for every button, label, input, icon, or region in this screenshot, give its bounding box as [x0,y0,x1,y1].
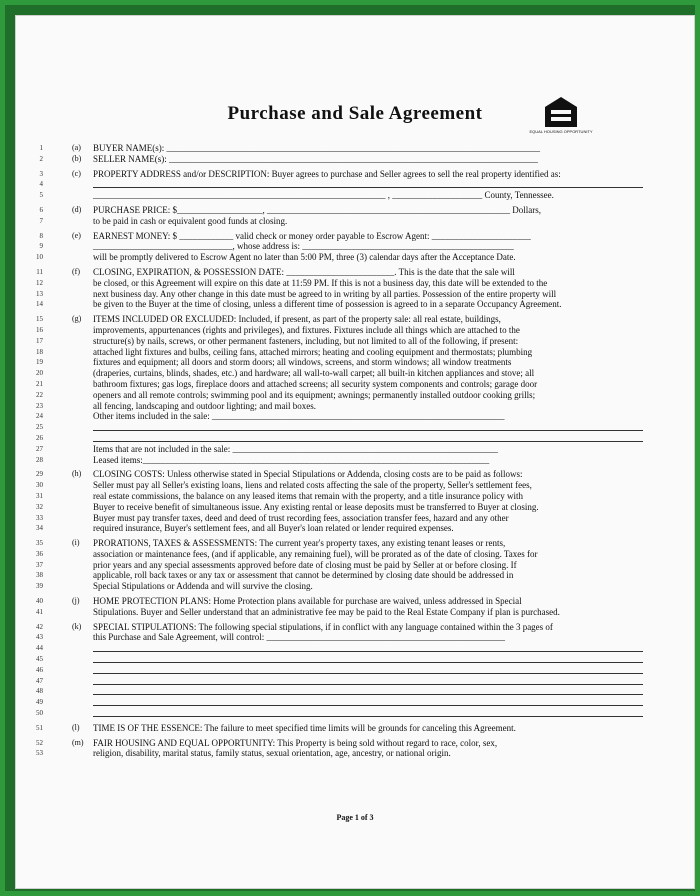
blank-fill-line[interactable] [93,422,643,431]
agreement-line [15,502,695,513]
line-text: next business day. Any other change in this date must be agreed to in writing by all parties. Possession of the entire property will [93,288,557,299]
section-label: (a) [72,143,81,152]
agreement-line [15,368,695,379]
agreement-line [15,643,695,654]
agreement-line [15,357,695,368]
section-label: (h) [72,469,82,479]
agreement-line [15,596,695,607]
line-number: 18 [36,347,43,356]
line-number: 17 [36,336,43,345]
blank-fill-line[interactable] [93,697,643,706]
section-label: (i) [72,538,80,548]
line-number: 10 [36,253,43,262]
agreement-line [15,480,695,491]
agreement-line [15,325,695,336]
line-number: 2 [39,154,43,163]
agreement-line [15,278,695,289]
line-text: Seller must pay all Seller's existing loans, liens and related costs affecting the sale of the property, Seller's settlement fees, [93,480,532,491]
agreement-line [15,654,695,665]
blank-fill-line[interactable] [93,708,643,717]
agreement-line [15,401,695,412]
line-text: to be paid in cash or equivalent good funds at closing. [93,215,288,226]
section-label: (g) [72,314,82,324]
agreement-line [15,455,695,466]
agreement-line [15,179,695,190]
line-number: 19 [36,358,43,367]
line-number: 8 [39,231,43,240]
agreement-line [15,336,695,347]
line-text: improvements, appurtenances (rights and privileges), and fixtures. Fixtures include all things which are attached to the [93,324,520,335]
line-text: bathroom fixtures; gas logs, fireplace doors and attached screens; all security system components and controls; garage door [93,378,538,389]
line-text: CLOSING COSTS: Unless otherwise stated in Special Stipulations or Addenda, closing costs are to be paid as follows: [93,469,523,480]
line-number: 42 [36,622,43,631]
agreement-lines [15,143,695,759]
line-number: 21 [36,379,43,388]
line-text: SELLER NAME(s): __________________________________________________________________________________ [93,153,538,164]
line-text: _______________________________, whose address is: _______________________________________________ [93,241,514,252]
line-number: 33 [36,513,43,522]
line-number: 35 [36,539,43,548]
agreement-line [15,632,695,643]
agreement-line [15,549,695,560]
agreement-line [15,231,695,242]
agreement-line [15,708,695,719]
line-number: 3 [39,169,43,178]
line-text: (draperies, curtains, blinds, shades, etc.) and hardware; all wall-to-wall carpet; all built-in kitchen appliances and stove; all [93,368,535,379]
line-number: 50 [36,709,43,718]
line-number: 6 [39,205,43,214]
line-number: 7 [39,216,43,225]
agreement-line [15,538,695,549]
line-text: PROPERTY ADDRESS and/or DESCRIPTION: Buyer agrees to purchase and Seller agrees to sell the real property identified as: [93,168,561,179]
line-text: EARNEST MONEY: $ ____________ valid check or money order payable to Escrow Agent: ______________________ [93,230,531,241]
line-text: be given to the Buyer at the time of closing, unless a different time of possession is agreed to in a separate Occupancy Agreement. [93,299,562,310]
agreement-line [15,299,695,310]
line-text: attached light fixtures and bulbs, ceiling fans, attached mirrors; heating and cooling equipment and thermostats; plumbing [93,346,533,357]
line-number: 39 [36,582,43,591]
agreement-line [15,523,695,534]
blank-fill-line[interactable] [93,433,643,442]
line-number: 32 [36,502,43,511]
line-text: prior years and any special assessments approved before date of closing must be paid by Seller at or before closing. If [93,559,517,570]
blank-fill-line[interactable] [93,643,643,652]
line-number: 26 [36,433,43,442]
line-text: Buyer to receive benefit of simultaneous issue. Any existing rental or lease deposits must be transferred to Buyer at closing. [93,501,539,512]
agreement-line [15,241,695,252]
agreement-line [15,411,695,422]
page-title: Purchase and Sale Agreement [227,103,483,124]
agreement-line [15,205,695,216]
line-number: 30 [36,481,43,490]
line-number: 23 [36,401,43,410]
agreement-line [15,570,695,581]
agreement-line [15,676,695,687]
line-text: openers and all remote controls; swimming pool and its equipment; awnings; permanently installed outdoor cooking grills; [93,389,536,400]
agreement-line [15,252,695,263]
blank-fill-line[interactable] [93,654,643,663]
line-number: 25 [36,423,43,432]
page-number: Page 1 of 3 [336,813,374,822]
line-text: Special Stipulations or Addenda and will survive the closing. [93,581,313,592]
line-number: 24 [36,412,43,421]
line-text: will be promptly delivered to Escrow Agent no later than 5:00 PM, three (3) calendar days after the Acceptance Date. [93,252,516,263]
line-number: 37 [36,560,43,569]
agreement-line [15,738,695,749]
line-number: 40 [36,597,43,606]
section-label: (l) [72,722,80,732]
line-number: 29 [36,470,43,479]
agreement-line [15,748,695,759]
section-label: (d) [72,204,82,214]
line-text: real estate commissions, the balance on any leased items that remain with the property, and a title insurance policy with [93,490,524,501]
agreement-line [15,444,695,455]
line-number: 41 [36,607,43,616]
agreement-line [15,723,695,734]
agreement-line [15,422,695,433]
section-label: (c) [72,168,81,178]
line-number: 11 [36,267,43,276]
line-number: 44 [36,644,43,653]
blank-fill-line[interactable] [93,676,643,685]
agreement-line [15,154,695,165]
line-text: this Purchase and Sale Agreement, will control: _____________________________________________________ [93,632,505,643]
section-label: (f) [72,266,80,276]
line-number: 9 [39,242,43,251]
agreement-line [15,347,695,358]
agreement-line [15,622,695,633]
line-number: 16 [36,325,43,334]
line-number: 53 [36,749,43,758]
line-number: 38 [36,571,43,580]
line-number: 36 [36,549,43,558]
section-label: (b) [72,153,82,163]
line-text: CLOSING, EXPIRATION, & POSSESSION DATE: ________________________. This is the date that the sale will [93,266,515,277]
line-text: religion, disability, marital status, family status, sexual orientation, age, ancestry, or national origin. [93,748,451,759]
line-text: be closed, or this Agreement will expire on this date at 11:59 PM. If this is not a business day, this date will be extended to the [93,277,548,288]
line-text: Buyer must pay transfer taxes, deed and deed of trust recording fees, association transfer fees, hazard and any other [93,512,509,523]
section-label: (e) [72,230,81,240]
blank-fill-line[interactable] [93,686,643,695]
line-text: all fencing, landscaping and outdoor lighting; and mail boxes. [93,400,316,411]
agreement-line [15,143,695,154]
line-number: 49 [36,698,43,707]
line-text: ITEMS INCLUDED OR EXCLUDED: Included, if present, as part of the property sale: all real estate, buildings, [93,314,501,325]
blank-fill-line[interactable] [93,665,643,674]
line-text: TIME IS OF THE ESSENCE: The failure to meet specified time limits will be grounds for canceling this Agreement. [93,722,516,733]
line-number: 51 [36,723,43,732]
blank-fill-line[interactable] [93,179,643,188]
agreement-line [15,607,695,618]
line-text: Items that are not included in the sale: ___________________________________________________________ [93,443,498,454]
line-number: 48 [36,687,43,696]
line-text: BUYER NAME(s): ___________________________________________________________________________________ [93,143,540,153]
line-text: PURCHASE PRICE: $___________________, ______________________________________________________ Dollars, [93,204,542,215]
line-text: Other items included in the sale: _________________________________________________________________ [93,411,505,422]
section-label: (k) [72,621,82,631]
agreement-line [15,581,695,592]
line-number: 34 [36,524,43,533]
line-number: 52 [36,738,43,747]
line-number: 5 [39,191,43,200]
line-text: fixtures and equipment; all doors and storm doors; all windows, screens, and storm windows; all window treatments [93,357,512,368]
agreement-line [15,314,695,325]
agreement-line [15,697,695,708]
line-text: required insurance, Buyer's settlement fees, and all Buyer's loan related or lender required expenses. [93,523,454,534]
line-number: 22 [36,390,43,399]
agreement-line [15,169,695,180]
agreement-line [15,665,695,676]
agreement-line [15,433,695,444]
line-text: HOME PROTECTION PLANS: Home Protection plans available for purchase are waived, unless addressed in Special [93,596,522,607]
line-number: 1 [39,144,43,152]
agreement-line [15,560,695,571]
agreement-line [15,267,695,278]
agreement-line [15,469,695,480]
line-text: applicable, roll back taxes or any tax or assessment that cannot be determined by closing date should be addressed in [93,570,514,581]
line-number: 4 [39,180,43,189]
equal-housing-logo [529,95,593,139]
agreement-line [15,513,695,524]
line-text: _________________________________________________________________ , ____________________ County, Tennessee. [93,190,554,201]
line-text: PRORATIONS, TAXES & ASSESSMENTS: The current year's property taxes, any existing tenant leases or rents, [93,538,506,549]
logo-text: EQUAL HOUSING OPPORTUNITY [529,129,593,134]
line-number: 43 [36,633,43,642]
agreement-line [15,289,695,300]
line-text: Stipulations. Buyer and Seller understand that an administrative fee may be paid to the Real Estate Company if plan is purchased. [93,606,560,617]
agreement-line [15,491,695,502]
line-number: 46 [36,665,43,674]
line-number: 12 [36,278,43,287]
line-number: 45 [36,655,43,664]
outer-frame [5,5,695,891]
document-page [15,15,695,889]
line-number: 47 [36,676,43,685]
line-text: SPECIAL STIPULATIONS: The following special stipulations, if in conflict with any language contained within the 3 pages of [93,621,553,632]
agreement-line [15,216,695,227]
agreement-line [15,390,695,401]
line-number: 27 [36,444,43,453]
line-number: 20 [36,369,43,378]
line-number: 31 [36,491,43,500]
line-text: Leased items:_____________________________________________________________________________ [93,454,490,465]
line-number: 15 [36,315,43,324]
line-text: association or maintenance fees, (and if applicable, any remaining fuel), will be prorated as of the date of closing. Taxes for [93,548,538,559]
section-label: (j) [72,596,80,606]
agreement-line [15,190,695,201]
line-text: structure(s) by nails, screws, or other permanent fasteners, including, but not limited to all of the following, if present: [93,335,519,346]
line-number: 14 [36,300,43,309]
section-label: (m) [72,737,84,747]
agreement-line [15,379,695,390]
agreement-line [15,686,695,697]
line-text: FAIR HOUSING AND EQUAL OPPORTUNITY: This Property is being sold without regard to race, color, sex, [93,737,498,748]
line-number: 13 [36,289,43,298]
line-number: 28 [36,455,43,464]
